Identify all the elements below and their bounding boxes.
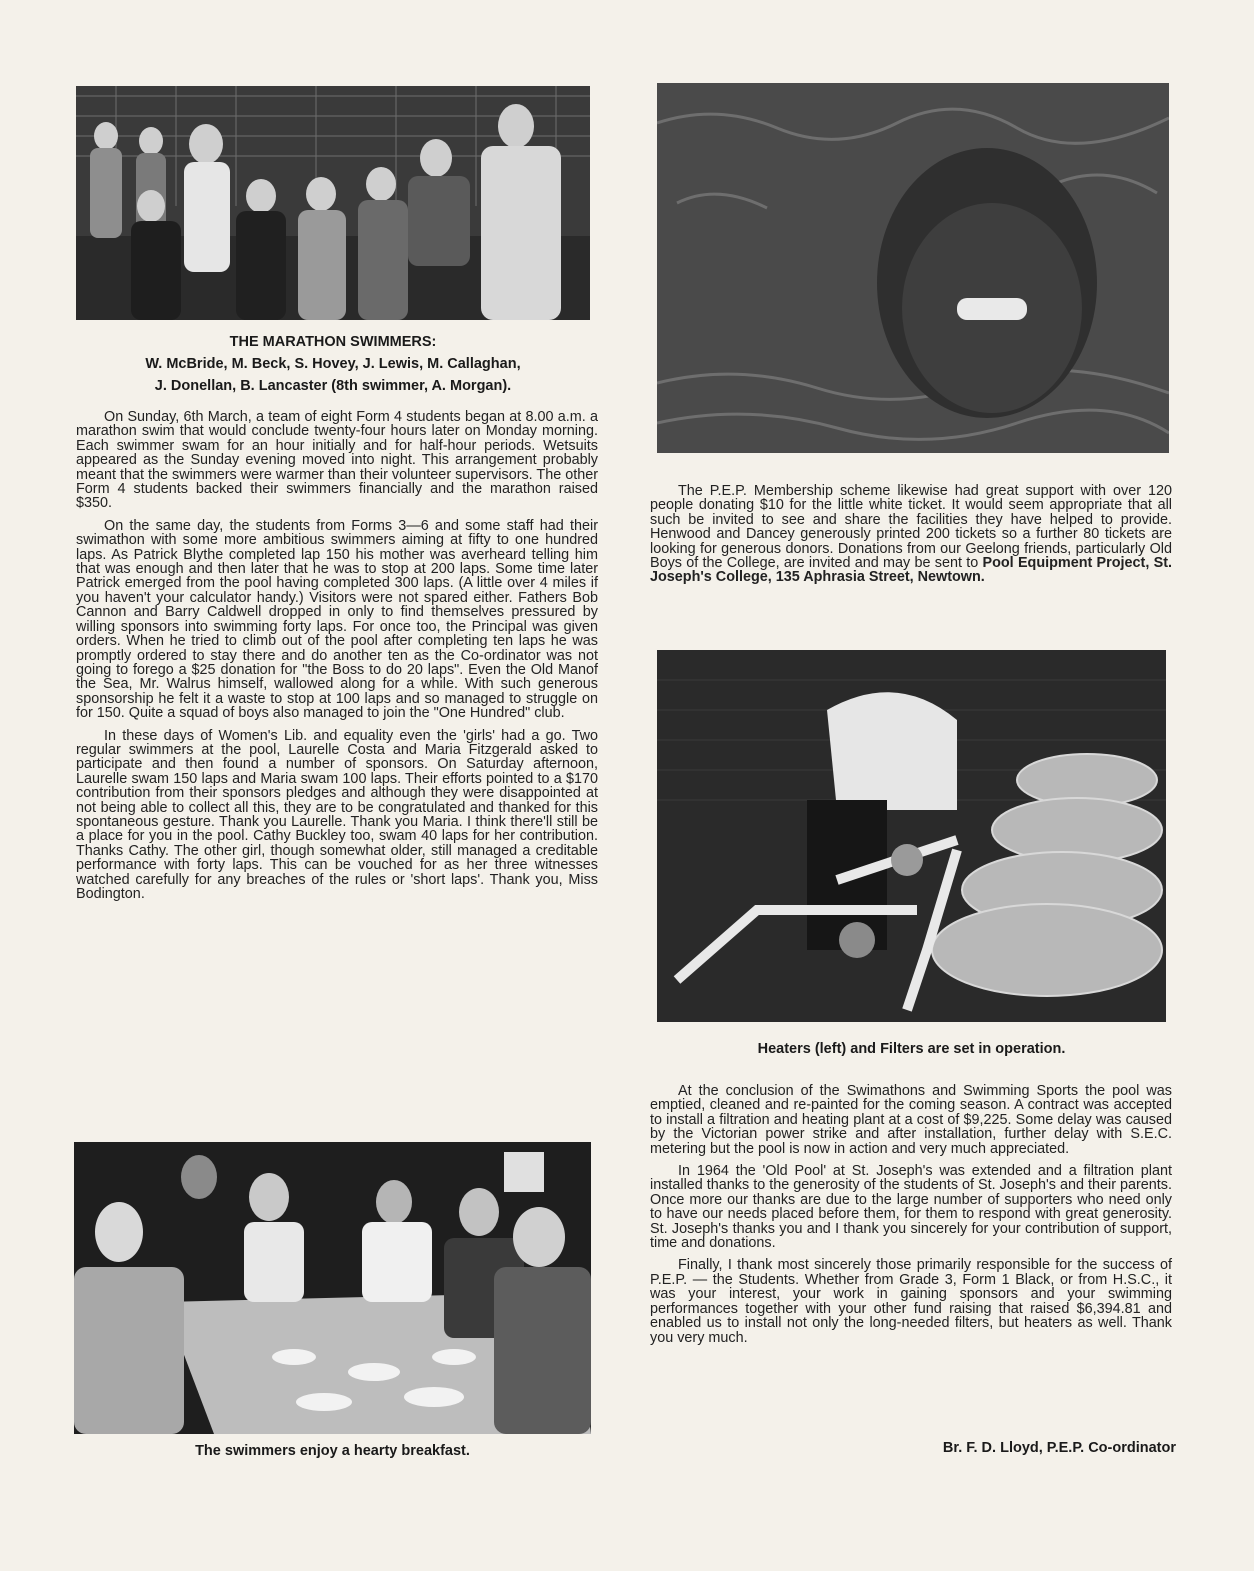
- signature: Br. F. D. Lloyd, P.E.P. Co-ordinator: [942, 1440, 1176, 1456]
- paragraph-swimathon: On the same day, the students from Forms 3—6 and some staff had their swimathon with some more ambitious swimmers aiming at fifty to one hundred laps. As Patrick Blythe completed lap 150 his mother was averheard telling him that was enough and then later that he was to stop at 200 laps. Some time later Patrick emerged from the pool having completed 300 laps. (A little over 4 miles if you haven't your calculator handy.) Visitors were not spared either. Fathers Bob Cannon and Barry Caldwell dropped in only to find themselves pressured by willing sponsors into swimming forty laps. For once too, the Principal was given orders. When he tried to climb out of the pool after completing ten laps he was promptly ordered to stay there and do another ten as the Co-ordinator was not going to forego a $25 donation for "the Boss to do 20 laps". Even the Old Manof the Sea, Mr. Walrus himself, wallowed along for a while. With such generous sponsorship he felt it a waste to stop at 100 laps and so managed to struggle on for 150. Quite a squad of boys also managed to join the "One Hundred" club.: [76, 517, 598, 722]
- pep-membership-body: The P.E.P. Membership scheme likewise had great support with over 120 people donating $10 for the little white ticket. It would seem appropriate that all such be invited to see and share the facilities they have helped to provide. Henwood and Dancey generously printed 200 tickets so a further 80 tickets are looking for generous donors. Donations from our Geelong friends, particularly Old Boys of the College, are invited and may be sent to: [650, 483, 1172, 572]
- paragraph-pep-membership: [650, 484, 1172, 585]
- marathon-swimmers-caption: [76, 331, 590, 397]
- marathon-swimmers-photo: [76, 86, 590, 320]
- caption-names-line-2: J. Donellan, B. Lancaster (8th swimmer, A. Morgan).: [154, 378, 512, 394]
- heaters-filters-photo: [657, 650, 1166, 1022]
- breakfast-caption: The swimmers enjoy a hearty breakfast.: [195, 1443, 470, 1459]
- heaters-filters-caption: Heaters (left) and Filters are set in operation.: [757, 1041, 1066, 1057]
- paragraph-thanks: Finally, I thank most sincerely those primarily responsible for the success of P.E.P. — the Students. Whether from Grade 3, Form 1 Black, or from H.S.C., it was your interest, your work in gaining sponsors and your swimming performances together with your other fund raising that raised $6,394.81 and enabled us to install not only the long-needed filters, but heaters as well. Thank you very much.: [650, 1257, 1172, 1346]
- paragraph-conclusion: At the conclusion of the Swimathons and Swimming Sports the pool was emptied, cleaned and re-painted for the coming season. A contract was accepted to install a filtration and heating plant at a cost of $9,225. Some delay was caused by the Victorian power strike and after installation, further delay with S.E.C. metering but the pool is now in action and very much appreciated.: [650, 1083, 1172, 1157]
- left-article-text: [76, 410, 598, 909]
- paragraph-old-pool: In 1964 the 'Old Pool' at St. Joseph's was extended and a filtration plant installed thanks to the generosity of the students of St. Joseph's and their parents. Once more our thanks are due to the large number of supporters who need only to have our needs placed before them, for them to respond with great generosity. St. Joseph's thanks you and I thank you sincerely for your contribution of support, time and donations.: [650, 1163, 1172, 1252]
- pep-address: Pool Equipment Project, St. Joseph's College, 135 Aphrasia Street, Newtown.: [650, 555, 1172, 586]
- paragraph-marathon: On Sunday, 6th March, a team of eight Form 4 students began at 8.00 a.m. a marathon swim that would conclude twenty-four hours later on Monday morning. Each swimmer swam for an hour initially and for half-hour periods. Wetsuits appeared as the Sunday evening moved into night. This arrangement probably meant that the swimmers were warmer than their volunteer supervisors. The other Form 4 students backed their swimmers financially and the marathon raised $350.: [76, 409, 599, 512]
- caption-title: THE MARATHON SWIMMERS:: [229, 334, 437, 350]
- pep-membership-text: [650, 484, 1172, 593]
- paragraph-girls: In these days of Women's Lib. and equality even the 'girls' had a go. Two regular swimmers at the pool, Laurelle Costa and Maria Fitzgerald asked to participate and then found a number of sponsors. On Saturday afternoon, Laurelle swam 150 laps and Maria swam 100 laps. Their efforts pointed to a $170 contribution from their sponsors pledges and although they were disappointed at not being able to collect all this, they are to be congratulated and thanked for this spontaneous gesture. Thank you Laurelle. Thank you Maria. I think there'll still be a place for you in the pool. Cathy Buckley too, swam 40 laps for her contribution. Thanks Cathy. The other girl, though somewhat older, still managed a creditable performance with forty laps. This can be vouched for as her three witnesses watched carefully for any breaches of the rules or 'short laps'. Thank you, Miss Bodington.: [76, 727, 598, 902]
- right-article-text: [650, 1084, 1172, 1353]
- swimmer-in-pool-photo: [657, 83, 1169, 453]
- caption-names-line-1: W. McBride, M. Beck, S. Hovey, J. Lewis, M. Callaghan,: [145, 356, 521, 372]
- breakfast-photo: [74, 1142, 591, 1434]
